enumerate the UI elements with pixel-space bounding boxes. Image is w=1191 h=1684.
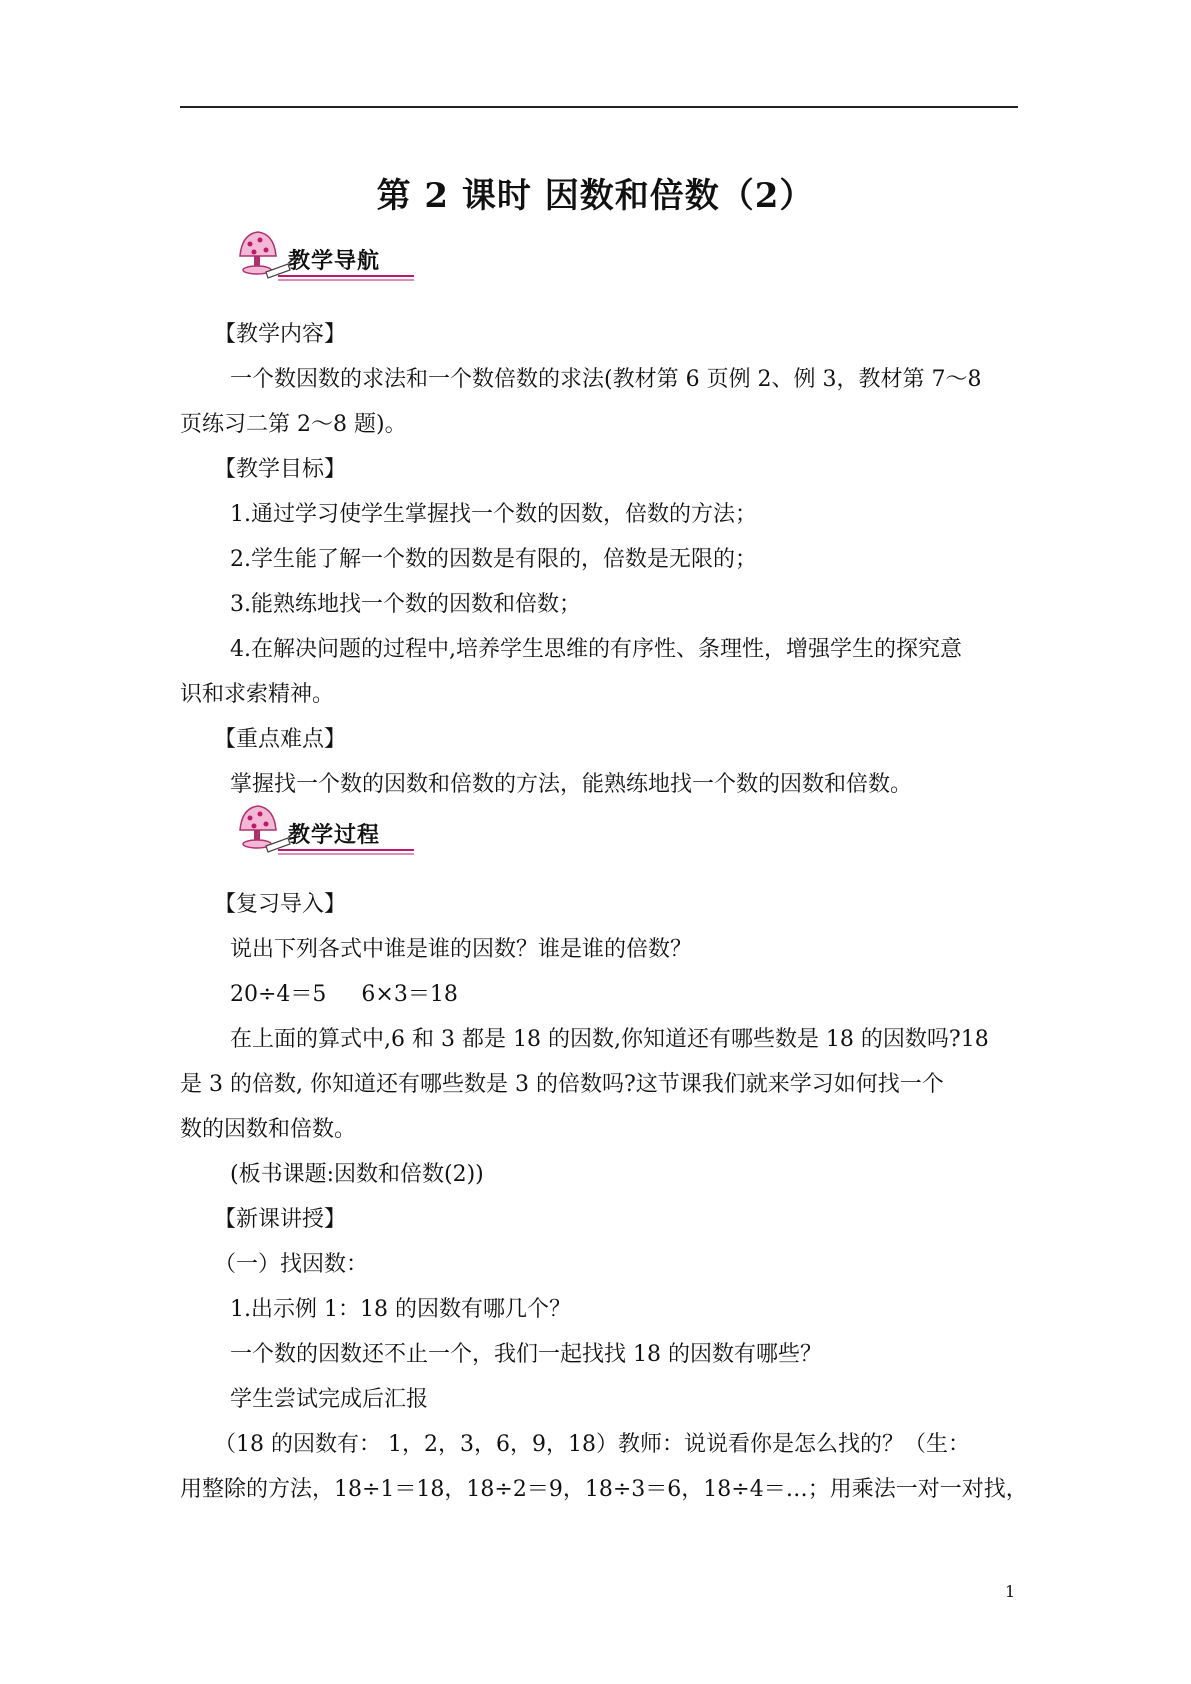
paragraph-line: 是 3 的倍数, 你知道还有哪些数是 3 的倍数吗?这节课我们就来学习如何找一个 [180, 1072, 944, 1097]
section-heading: 【教学目标】 [214, 457, 347, 482]
section-heading: 【重点难点】 [214, 727, 347, 752]
page-title: 第 2 课时 因数和倍数（2） [376, 176, 815, 216]
paragraph-line: 说出下列各式中谁是谁的因数？谁是谁的倍数？ [230, 937, 693, 962]
paragraph-line: (板书课题:因数和倍数(2)) [230, 1162, 484, 1187]
section-heading: 【复习导入】 [214, 892, 347, 917]
paragraph-line: 学生尝试完成后汇报 [230, 1387, 429, 1412]
paragraph-line: 识和求索精神。 [180, 682, 335, 707]
paragraph-line: 4.在解决问题的过程中,培养学生思维的有序性、条理性，增强学生的探究意 [230, 637, 962, 662]
paragraph-line: 一个数的因数还不止一个，我们一起找找 18 的因数有哪些？ [230, 1342, 822, 1367]
paragraph-line: 一个数因数的求法和一个数倍数的求法(教材第 6 页例 2、例 3，教材第 7～8 [230, 367, 982, 392]
header-rule [180, 106, 1018, 108]
paragraph-line: 2.学生能了解一个数的因数是有限的，倍数是无限的； [230, 547, 757, 572]
section-heading: 【新课讲授】 [214, 1207, 347, 1232]
badge-label: 教学过程 [288, 823, 381, 848]
paragraph-line: 1.出示例 1：18 的因数有哪几个？ [230, 1297, 571, 1322]
paragraph-line: 掌握找一个数的因数和倍数的方法，能熟练地找一个数的因数和倍数。 [230, 772, 913, 797]
paragraph-line: 在上面的算式中,6 和 3 都是 18 的因数,你知道还有哪些数是 18 的因数吗?18 [230, 1027, 989, 1052]
paragraph-line: 用整除的方法，18÷1＝18，18÷2＝9，18÷3＝6，18÷4＝…；用乘法一对一对找， [180, 1477, 1028, 1502]
section-badge-teaching-process [226, 800, 416, 862]
subsection-heading: （一）找因数： [214, 1252, 369, 1277]
page-number: 1 [1005, 1582, 1016, 1601]
paragraph-line: （18 的因数有： 1，2，3，6，9，18）教师：说说看你是怎么找的？（生： [214, 1432, 970, 1457]
section-heading: 【教学内容】 [214, 322, 347, 347]
paragraph-line: 页练习二第 2～8 题)。 [180, 412, 407, 437]
badge-label: 教学导航 [288, 249, 381, 274]
paragraph-line: 1.通过学习使学生掌握找一个数的因数，倍数的方法； [230, 502, 757, 527]
paragraph-line: 3.能熟练地找一个数的因数和倍数； [230, 592, 581, 617]
equation-line: 20÷4＝5 6×3＝18 [230, 982, 458, 1007]
paragraph-line: 数的因数和倍数。 [180, 1117, 357, 1142]
section-badge-teaching-guide [226, 226, 416, 288]
